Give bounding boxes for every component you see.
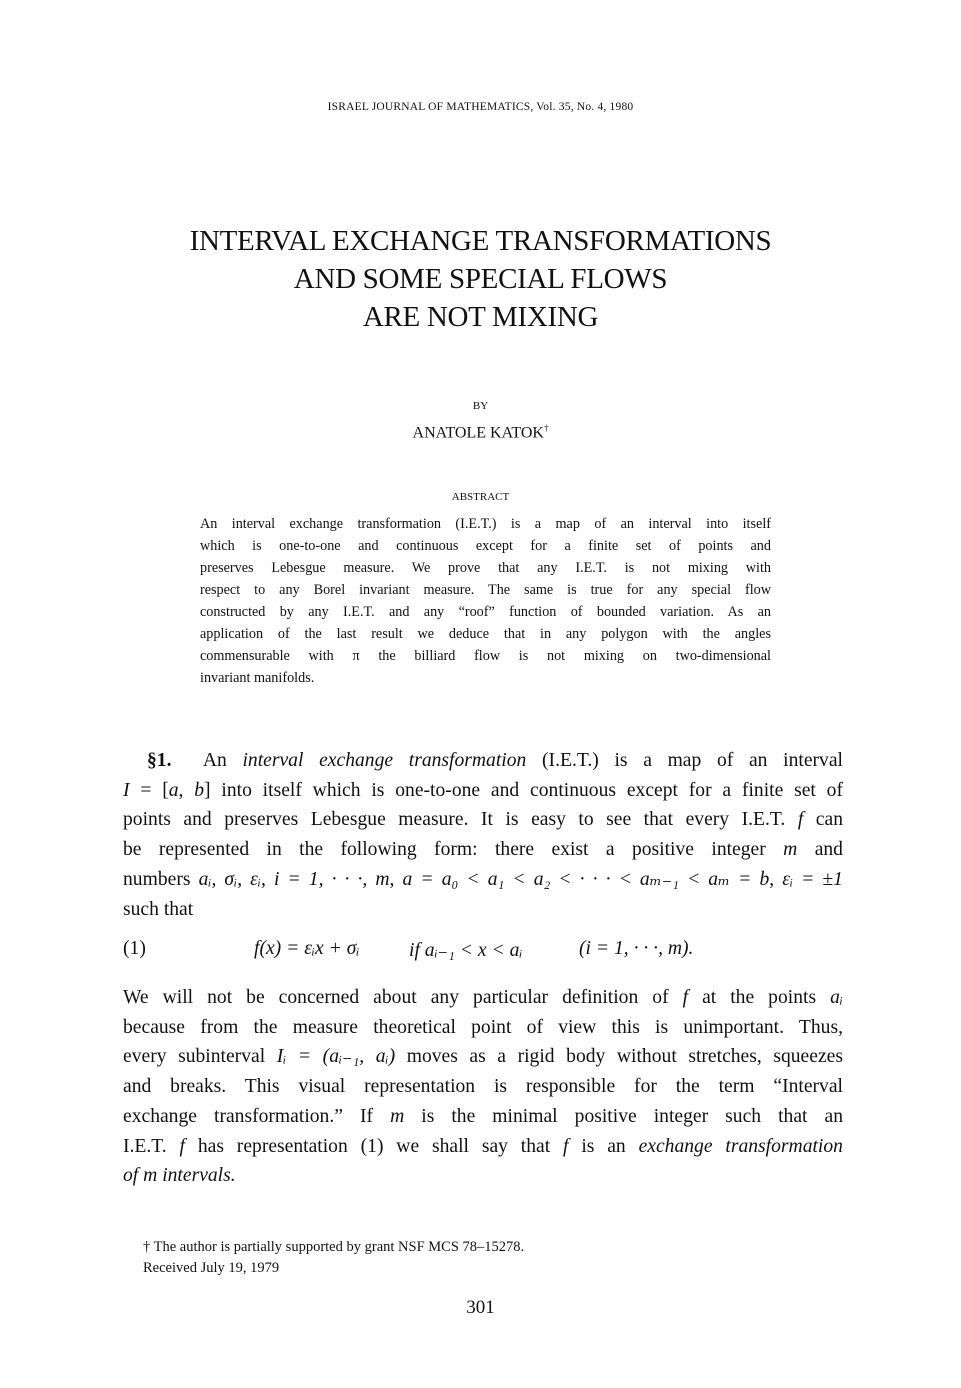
abstract-heading: ABSTRACT	[451, 491, 510, 503]
defined-term: exchange transformation	[638, 1135, 843, 1157]
body-line: §1. An interval exchange transformation (I.E.T.) is a map of an interval	[147, 750, 843, 771]
body-line: be represented in the following form: there exist a positive integer m and	[123, 839, 843, 861]
footnote-grant: † The author is partially supported by grant NSF MCS 78–15278.	[143, 1239, 525, 1255]
paragraph-2	[123, 983, 843, 1191]
author-name-text: ANATOLE KATOK	[412, 424, 544, 442]
inline-math: aᵢ, σᵢ, εᵢ, i = 1, · · ·, m, a = a₀ < a₁ < a₂ < · · · < aₘ₋₁ < aₘ = b, εᵢ = ±1	[198, 868, 843, 890]
paragraph-1	[123, 746, 843, 924]
defined-term: interval exchange transformation	[242, 750, 527, 771]
body-line: and breaks. This visual representation is responsible for the term “Interval	[123, 1076, 843, 1098]
equation-condition: if aᵢ₋₁ < x < aᵢ	[409, 940, 523, 961]
footnote	[143, 1237, 524, 1279]
body-line: every subinterval Iᵢ = (aᵢ₋₁, aᵢ) moves as a rigid body without stretches, squeezes	[123, 1046, 843, 1068]
author-footnote-mark: †	[543, 423, 549, 433]
section-number: §1.	[147, 750, 172, 771]
by-label: BY	[472, 400, 489, 412]
abstract-line: invariant manifolds.	[200, 670, 315, 686]
body-line: exchange transformation.” If m is the minimal positive integer such that an	[123, 1105, 843, 1127]
title-line: INTERVAL EXCHANGE TRANSFORMATIONS	[189, 225, 772, 257]
body-line	[123, 1161, 843, 1191]
page-number: 301	[466, 1297, 495, 1318]
body-line: numbers aᵢ, σᵢ, εᵢ, i = 1, · · ·, m, a = a₀ < a₁ < a₂ < · · · < aₘ₋₁ < aₘ = b, εᵢ = ±1	[123, 868, 843, 890]
equation-1	[123, 938, 843, 968]
title-line: AND SOME SPECIAL FLOWS	[293, 263, 668, 295]
journal-header: ISRAEL JOURNAL OF MATHEMATICS, Vol. 35, No. 4, 1980	[327, 101, 634, 113]
abstract-line: which is one-to-one and continuous except for a finite set of points and	[200, 538, 771, 554]
inline-math: Iᵢ = (aᵢ₋₁, aᵢ)	[276, 1046, 396, 1068]
equation-main: f(x) = εᵢx + σᵢ	[254, 938, 360, 959]
paper-title	[0, 222, 961, 336]
body-line: such that	[123, 898, 194, 920]
equation-number: (1)	[123, 938, 146, 959]
body-line: I.E.T. f has representation (1) we shall say that f is an exchange transformation	[123, 1135, 843, 1157]
abstract-line: preserves Lebesgue measure. We prove that any I.E.T. is not mixing with	[200, 560, 771, 576]
body-line: points and preserves Lebesgue measure. It is easy to see that every I.E.T. f can	[123, 809, 843, 831]
footnote-received: Received July 19, 1979	[143, 1260, 280, 1276]
equation-range: (i = 1, · · ·, m).	[579, 938, 694, 959]
title-line: ARE NOT MIXING	[362, 301, 599, 333]
body-line: because from the measure theoretical point of view this is unimportant. Thus,	[123, 1016, 843, 1038]
abstract-line: constructed by any I.E.T. and any “roof” function of bounded variation. As an	[200, 604, 771, 620]
abstract-line: commensurable with π the billiard flow is not mixing on two-dimensional	[200, 648, 771, 664]
abstract-text	[200, 513, 771, 689]
defined-term: of m intervals.	[123, 1165, 236, 1187]
abstract-line: An interval exchange transformation (I.E.T.) is a map of an interval into itself	[200, 516, 771, 532]
abstract-line: application of the last result we deduce that in any polygon with the angles	[200, 626, 771, 642]
body-line: We will not be concerned about any particular definition of f at the points aᵢ	[123, 987, 844, 1008]
abstract-line: respect to any Borel invariant measure. The same is true for any special flow	[200, 582, 771, 598]
author-name	[0, 423, 961, 442]
body-line: I = [a, b] into itself which is one-to-one and continuous except for a finite set of	[123, 779, 844, 801]
